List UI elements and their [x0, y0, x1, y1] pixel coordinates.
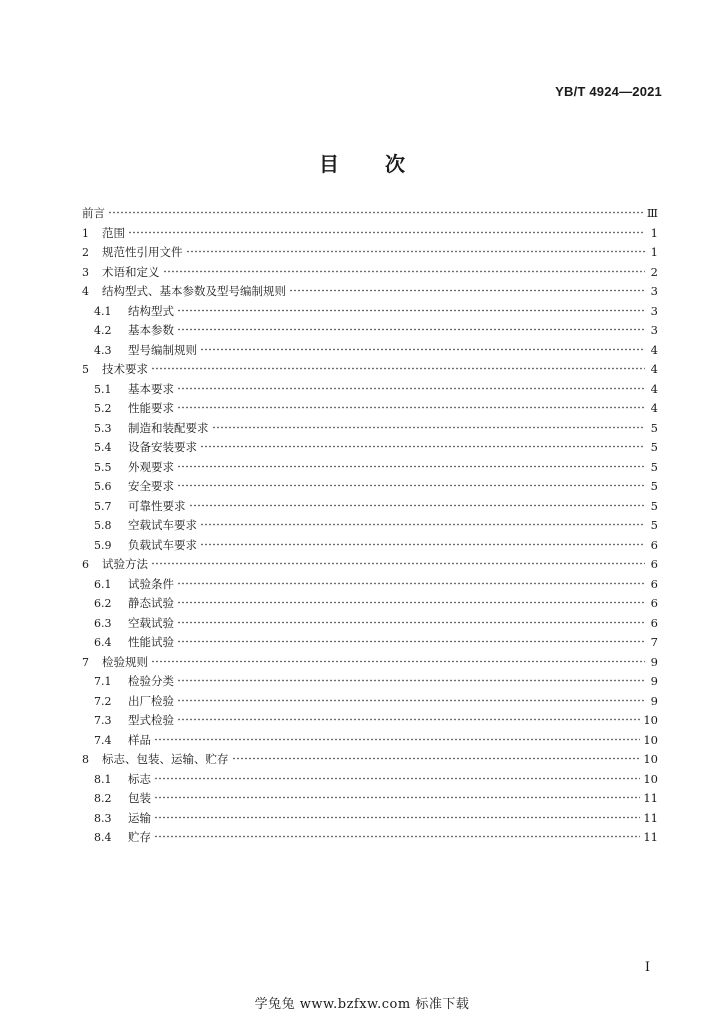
toc-entry[interactable]: [82, 205, 658, 225]
toc-entry-title: 基本参数: [128, 323, 174, 337]
toc-entry-number: 8.4: [94, 831, 112, 844]
toc-entry-number: 6.4: [94, 636, 112, 649]
toc-entry[interactable]: [82, 342, 658, 362]
toc-entry-number: 8.1: [94, 772, 112, 786]
toc-entry[interactable]: [82, 595, 658, 615]
toc-entry-title: 试验条件: [128, 576, 174, 591]
toc-leader-dots: [154, 790, 640, 802]
toc-entry-number: 8.3: [94, 811, 112, 825]
toc-entry-number: 6.2: [94, 597, 112, 610]
toc-title-char-1: 目: [319, 152, 339, 176]
toc-entry-page: 3: [650, 303, 658, 318]
toc-leader-dots: [177, 322, 645, 334]
toc-entry-page: 5: [650, 498, 658, 513]
toc-entry-title: 贮存: [128, 830, 151, 844]
toc-entry[interactable]: [82, 361, 658, 381]
toc-entry-number: 5.3: [94, 421, 112, 435]
toc-entry-number: 8: [82, 753, 89, 766]
toc-entry[interactable]: [82, 556, 658, 576]
toc-entry[interactable]: [82, 322, 658, 342]
toc-entry-page: 7: [650, 635, 658, 649]
toc-entry-title: 样品: [128, 732, 151, 747]
toc-entry-number: 8.2: [94, 792, 112, 805]
toc-entry-number: 7.1: [94, 675, 112, 688]
toc-leader-dots: [177, 634, 645, 646]
toc-entry-page: 2: [650, 264, 658, 279]
toc-entry-number: 7.2: [94, 694, 112, 708]
toc-entry-number: 6.3: [94, 616, 112, 630]
toc-entry-page: 1: [650, 245, 658, 259]
toc-entry-title: 外观要求: [128, 459, 174, 474]
toc-entry-page: 4: [650, 362, 658, 376]
toc-entry[interactable]: [82, 771, 658, 791]
toc-entry-title: 规范性引用文件: [102, 245, 183, 259]
toc-entry-title: 安全要求: [128, 479, 174, 493]
toc-list: [82, 205, 658, 849]
toc-entry-number: 5.9: [94, 538, 112, 552]
toc-entry-title: 前言: [82, 206, 105, 220]
toc-leader-dots: [128, 225, 645, 237]
toc-leader-dots: [163, 264, 646, 276]
toc-entry-page: Ⅲ: [646, 206, 658, 220]
toc-entry-title: 试验方法: [102, 557, 148, 571]
toc-entry-page: 5: [650, 440, 658, 454]
toc-entry[interactable]: [82, 654, 658, 674]
toc-leader-dots: [177, 615, 645, 627]
toc-entry-title: 性能试验: [128, 635, 174, 649]
toc-entry-number: 6.1: [94, 577, 112, 591]
toc-title-char-2: 次: [385, 152, 405, 176]
toc-entry-number: 5.5: [94, 460, 112, 474]
toc-entry[interactable]: [82, 810, 658, 830]
toc-entry-title: 术语和定义: [102, 264, 160, 279]
toc-entry-number: 4.3: [94, 343, 112, 357]
toc-entry[interactable]: [82, 751, 658, 771]
toc-entry[interactable]: [82, 790, 658, 810]
standard-code: YB/T 4924—2021: [555, 84, 662, 99]
toc-leader-dots: [177, 673, 645, 685]
toc-entry-page: 9: [650, 654, 658, 669]
toc-entry[interactable]: [82, 673, 658, 693]
toc-entry-number: 7: [82, 655, 89, 669]
toc-entry-title: 制造和装配要求: [128, 420, 209, 435]
toc-entry[interactable]: [82, 693, 658, 713]
toc-entry-page: 10: [643, 771, 658, 786]
toc-entry[interactable]: [82, 381, 658, 401]
toc-leader-dots: [177, 459, 645, 471]
toc-leader-dots: [177, 400, 645, 412]
toc-entry-title: 检验规则: [102, 654, 148, 669]
toc-entry-title: 范围: [102, 225, 125, 240]
toc-entry-title: 运输: [128, 810, 151, 825]
toc-leader-dots: [200, 537, 645, 549]
toc-entry-page: 6: [650, 596, 658, 610]
toc-entry-number: 7.4: [94, 733, 112, 747]
toc-entry-page: 9: [650, 693, 658, 708]
toc-entry-number: 4.2: [94, 324, 112, 337]
toc-entry[interactable]: [82, 420, 658, 440]
toc-leader-dots: [212, 420, 646, 432]
toc-entry-page: 11: [643, 810, 658, 825]
toc-entry-page: 6: [650, 557, 658, 571]
toc-entry-page: 3: [650, 323, 658, 337]
toc-leader-dots: [200, 342, 645, 354]
toc-entry-title: 型号编制规则: [128, 342, 197, 357]
toc-entry[interactable]: [82, 517, 658, 537]
toc-leader-dots: [177, 693, 645, 705]
toc-entry-title: 基本要求: [128, 381, 174, 396]
toc-entry[interactable]: [82, 225, 658, 245]
toc-entry-title: 负载试车要求: [128, 537, 197, 552]
toc-entry-page: 10: [643, 713, 658, 727]
toc-entry-number: 5.8: [94, 519, 112, 532]
toc-entry-page: 6: [650, 576, 658, 591]
toc-entry-page: 4: [650, 342, 658, 357]
toc-entry-number: 4: [82, 285, 89, 298]
toc-entry[interactable]: [82, 634, 658, 654]
toc-leader-dots: [189, 498, 646, 510]
toc-entry-number: 1: [82, 226, 89, 240]
toc-entry-title: 结构型式: [128, 303, 174, 318]
toc-entry-page: 6: [650, 537, 658, 552]
toc-entry-title: 空载试车要求: [128, 518, 197, 532]
toc-entry-title: 出厂检验: [128, 693, 174, 708]
footer-watermark: 学兔兔 www.bzfxw.com 标准下载: [254, 997, 470, 1012]
toc-leader-dots: [177, 576, 645, 588]
toc-entry[interactable]: [82, 400, 658, 420]
toc-leader-dots: [177, 303, 645, 315]
toc-entry-number: 5: [82, 363, 89, 376]
toc-entry-page: 10: [643, 732, 658, 747]
toc-entry[interactable]: [82, 615, 658, 635]
toc-entry[interactable]: [82, 283, 658, 303]
toc-entry-page: 5: [650, 479, 658, 493]
toc-entry-title: 标志、包装、运输、贮存: [102, 752, 229, 766]
toc-leader-dots: [154, 810, 640, 822]
toc-leader-dots: [289, 283, 645, 295]
toc-entry-page: 9: [650, 674, 658, 688]
toc-entry-title: 型式检验: [128, 713, 174, 727]
toc-leader-dots: [177, 712, 640, 724]
toc-entry-number: 6: [82, 558, 89, 571]
toc-entry-number: 7.3: [94, 714, 112, 727]
toc-entry-title: 性能要求: [128, 401, 174, 415]
toc-entry-title: 检验分类: [128, 674, 174, 688]
toc-entry[interactable]: [82, 459, 658, 479]
toc-entry-title: 包装: [128, 791, 151, 805]
toc-entry[interactable]: [82, 439, 658, 459]
toc-entry-title: 结构型式、基本参数及型号编制规则: [102, 284, 286, 298]
toc-entry-page: 4: [650, 381, 658, 396]
toc-entry-page: 5: [650, 518, 658, 532]
toc-entry-page: 3: [650, 284, 658, 298]
toc-entry-page: 4: [650, 401, 658, 415]
toc-entry[interactable]: [82, 498, 658, 518]
toc-leader-dots: [108, 205, 644, 217]
toc-entry-number: 5.7: [94, 499, 112, 513]
toc-entry[interactable]: [82, 829, 658, 849]
page-number: I: [644, 960, 650, 975]
toc-leader-dots: [151, 361, 645, 373]
toc-title: [0, 148, 724, 177]
toc-leader-dots: [232, 751, 641, 763]
toc-leader-dots: [200, 517, 645, 529]
toc-entry-title: 空载试验: [128, 615, 174, 630]
toc-entry-number: 4.1: [94, 304, 112, 318]
toc-leader-dots: [177, 595, 645, 607]
toc-entry-title: 静态试验: [128, 596, 174, 610]
toc-entry[interactable]: [82, 537, 658, 557]
toc-entry-page: 6: [650, 615, 658, 630]
toc-entry[interactable]: [82, 478, 658, 498]
toc-leader-dots: [186, 244, 646, 256]
toc-leader-dots: [154, 771, 640, 783]
toc-entry-number: 5.2: [94, 402, 112, 415]
toc-leader-dots: [154, 732, 640, 744]
toc-entry-number: 3: [82, 265, 89, 279]
toc-entry-page: 5: [650, 420, 658, 435]
toc-entry-number: 5.4: [94, 441, 112, 454]
toc-entry-number: 5.1: [94, 382, 112, 396]
toc-entry-title: 设备安装要求: [128, 440, 197, 454]
toc-entry[interactable]: [82, 576, 658, 596]
toc-leader-dots: [177, 381, 645, 393]
toc-entry-page: 11: [643, 791, 658, 805]
toc-entry-title: 技术要求: [102, 362, 148, 376]
toc-leader-dots: [177, 478, 645, 490]
toc-entry-page: 5: [650, 459, 658, 474]
toc-entry-title: 标志: [128, 771, 151, 786]
toc-leader-dots: [151, 654, 645, 666]
toc-leader-dots: [200, 439, 645, 451]
toc-entry-number: 2: [82, 246, 89, 259]
toc-entry[interactable]: [82, 264, 658, 284]
toc-entry-page: 11: [643, 830, 658, 844]
toc-entry[interactable]: [82, 712, 658, 732]
toc-entry-page: 1: [650, 225, 658, 240]
toc-entry-number: 5.6: [94, 480, 112, 493]
toc-entry[interactable]: [82, 244, 658, 264]
toc-entry[interactable]: [82, 303, 658, 323]
toc-entry-title: 可靠性要求: [128, 498, 186, 513]
toc-entry-page: 10: [643, 752, 658, 766]
toc-leader-dots: [154, 829, 640, 841]
toc-leader-dots: [151, 556, 645, 568]
toc-entry[interactable]: [82, 732, 658, 752]
